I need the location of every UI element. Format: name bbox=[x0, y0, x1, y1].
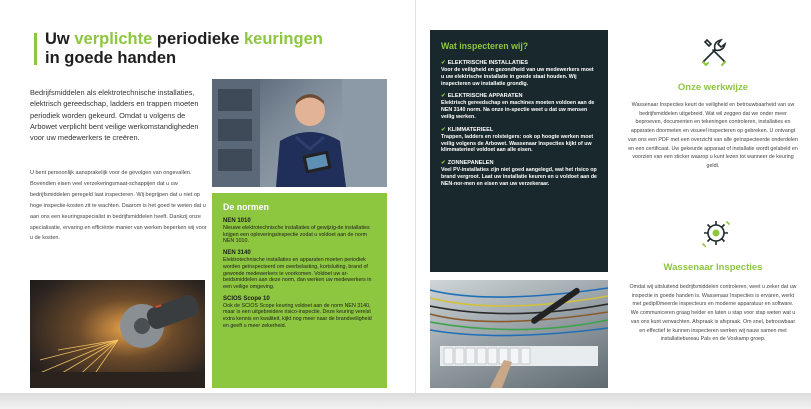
norm-text: Elektrotechnische installaties en apparaten moeten periodiek worden geïnspecteerd om overbelasting, kortsluiting, brand of gewonde medewerkers te voorkomen. Voldoet uw ar-beidsmiddelen aan deze norm, dan werken uw medewerkers in een veilige omgeving. bbox=[223, 257, 372, 290]
intro-paragraph: Bedrijfsmiddelen als elektrotechnische installaties, elektrisch gereedschap, ladders en trappen moeten periodiek worden gekeurd. Omdat u volgens de Arbowet verplicht bent veilige werkomstandigheden voor uw medewerkers te creëren. bbox=[30, 88, 199, 143]
check-icon: ✔ bbox=[441, 126, 446, 133]
werkwijze-title: Onze werkwijze bbox=[677, 82, 749, 93]
svg-text:▬: ▬ bbox=[154, 302, 163, 310]
technician-photo bbox=[212, 79, 387, 187]
electrical-cabinet-photo bbox=[430, 280, 608, 388]
norms-title: De normen bbox=[223, 202, 269, 212]
page-bottom-shadow bbox=[0, 393, 811, 409]
norm-item bbox=[223, 218, 376, 245]
heading-accent-bar bbox=[34, 33, 37, 65]
inspection-item-text: Voor de veiligheid en gezondheid van uw medewerkers moet u uw elektrische installatie in goede staat houden. Wij inspecteren uw installatie grondig. bbox=[441, 67, 594, 87]
inspection-item-title: ✔ ZONNEPANELEN bbox=[441, 160, 494, 167]
norm-item bbox=[223, 296, 376, 330]
inspection-item bbox=[441, 127, 597, 154]
norm-text: Nieuwe elektrotechnische installaties of gewijzig-de installaties krijgen een opleveringsinspectie zodat u voldoet aan de norm NEN 1010. bbox=[223, 225, 370, 245]
norm-title: NEN 1010 bbox=[223, 218, 251, 224]
inspection-item-text: Elektrisch gereedschap en machines moeten voldoen aan de NEN 3140 norm. Na onze in-spectie weet u dat uw mensen veilig werken. bbox=[441, 100, 595, 120]
inspection-item-title: ✔ KLIMMATERIEEL bbox=[441, 126, 494, 133]
inspection-item bbox=[441, 60, 597, 87]
wassenaar-title: Wassenaar Inspecties bbox=[663, 262, 763, 273]
inspection-item bbox=[441, 93, 597, 120]
inspection-panel bbox=[430, 30, 608, 272]
norm-item bbox=[223, 250, 376, 291]
title-highlight: verplichte bbox=[74, 30, 153, 48]
inspection-item-title: ✔ ELEKTRISCHE APPARATEN bbox=[441, 93, 523, 100]
inspection-item-text: Veel PV-installaties zijn niet goed aangelegd, wat het risico op brand vergroot. Laat uw installatie keuren en u voldoet aan de NEN-nor-men en eisen van uw verzekeraar. bbox=[441, 167, 597, 187]
check-icon: ✔ bbox=[441, 60, 446, 66]
werkwijze-text: Wassenaar Inspecties keurt de veiligheid en betrouwbaarheid van uw bedrijfsmiddelen uitgebreid. Wat wil zeggen dat we onder meer beproeven, documenten en tekeningen controleren, installaties en apparaten doormeten en visueel inspecteren op gebreken. U ontvangt van ons een PDF met een overzicht van alle geïnspecteerde onderdelen en een certificaat. Uw gekeurde apparaat of installatie wordt gelabeld en voorzien van een sticker waarop u kunt lezen tot wanneer de keuring geldt. bbox=[628, 102, 798, 169]
norm-title: NEN 3140 bbox=[223, 250, 251, 257]
grinder-sparks-photo bbox=[30, 280, 205, 388]
norm-text: Ook de SCIOS Scope keuring voldoet aan de norm NEN 3140, maar is een uitgebreidere risico-inspectie. Deze keuring vereist extra kennis en kwaliteit, kijkt nog meer naar de brandveiligheid en geeft u meer zekerheid. bbox=[223, 302, 372, 329]
inspection-item bbox=[441, 160, 597, 187]
gear-icon bbox=[699, 216, 733, 250]
inspection-item-title: ✔ ELEKTRISCHE INSTALLATIES bbox=[441, 60, 528, 66]
check-icon: ✔ bbox=[441, 160, 446, 167]
wassenaar-text: Omdat wij uitsluitend bedrijfsmiddelen controleren, weet u zeker dat uw inspectie in goede handen is. Wassenaar Inspecties is ervaren, werkt met gedipl0meerde inspecteurs en moderne apparatuur en software. We communiceren graag helder en laten u stap voor stap weten wat u van ons kunt verwachten. Afspraak is afspraak. Om snel, betrouwbaar en effectief te kunnen inspecteren werken wij nauw samen met installatiebureau Pals en de Voskamp groep. bbox=[629, 284, 797, 343]
norms-panel bbox=[212, 193, 387, 388]
inspection-item-text: Trappen, ladders en rolsteigers: ook op hoogte werken moet veilig volgens de Arbowet. Wassenaar Inspecties kijkt of uw klimmaterieel voldoet aan alle eisen. bbox=[441, 133, 594, 154]
inspection-title: Wat inspecteren wij? bbox=[441, 41, 529, 51]
page-title: Uw verplichte periodieke keuringen in goede handen bbox=[45, 30, 323, 67]
norm-title: SCIOS Scope 10 bbox=[223, 295, 270, 302]
check-icon: ✔ bbox=[441, 93, 446, 100]
title-highlight: keuringen bbox=[244, 30, 323, 48]
body-paragraph: U bent persoonlijk aansprakelijk voor de gevolgen van ongevallen. Bovendien eisen veel verzekeringsmaat-schappijen dat u uw bedrijfsmiddelen geregeld laat inspecteren. Wij begrijpen dat u niet op hoge inspectie-kosten zit te wachten. Daarom is het goed te weten dat u aan ons een keuringsspecialist in bedrijfsmiddelen heeft. Dankzij onze specialisatie, ervaring en efficiënte manier van werken beperken wij voor u de kosten. bbox=[30, 170, 207, 242]
wrench-screwdriver-icon bbox=[697, 34, 731, 68]
